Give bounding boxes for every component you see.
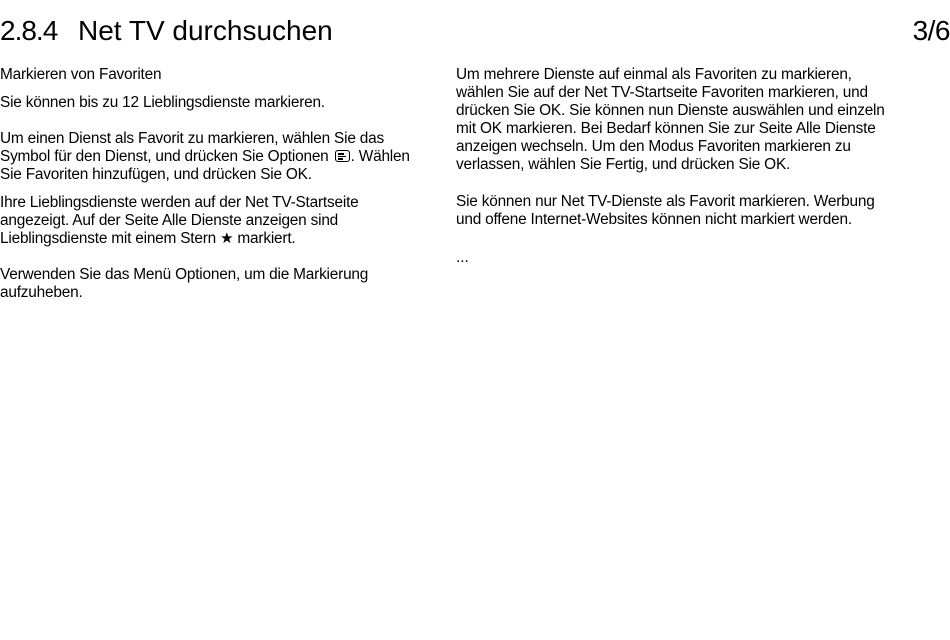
star-icon: ★ <box>220 230 234 247</box>
paragraph-unmark: Verwenden Sie das Menü Optionen, um die Markierung aufzuheben. <box>0 266 369 301</box>
continuation-ellipsis: ... <box>456 249 469 266</box>
paragraph-mark-favorite-text-2: . Wählen Sie Favoriten hinzufügen, und drücken Sie OK. <box>0 148 410 183</box>
paragraph-restriction: Sie können nur Net TV-Dienste als Favorit markieren. Werbung und offene Internet-Websites können nicht markiert werden. <box>456 193 875 228</box>
paragraph-mark-favorite <box>0 130 420 184</box>
paragraph-favorites-display <box>0 194 420 248</box>
paragraph-max-favorites: Sie können bis zu 12 Lieblingsdienste markieren. <box>0 94 325 111</box>
options-icon <box>335 150 350 162</box>
paragraph-favorites-display-text-2: markiert. <box>233 230 296 247</box>
left-column <box>0 66 420 302</box>
page-header <box>0 0 950 52</box>
subheading: Markieren von Favoriten <box>0 66 162 83</box>
paragraph-favorites-display-text-1: Ihre Lieblingsdienste werden auf der Net TV-Startseite angezeigt. Auf der Seite Alle Dienste anzeigen sind Lieblingsdienste mit einem Stern <box>0 194 359 247</box>
section-number: 2.8.4 <box>0 15 58 46</box>
page-indicator: 3/6 <box>912 15 950 46</box>
right-column <box>456 66 886 267</box>
paragraph-mark-multiple: Um mehrere Dienste auf einmal als Favoriten zu markieren, wählen Sie auf der Net TV-Startseite Favoriten markieren, und drücken Sie OK. Sie können nun Dienste auswählen und einzeln mit OK markieren. Bei Bedarf können Sie zur Seite Alle Dienste anzeigen wechseln. Um den Modus Favoriten markieren zu verlassen, wählen Sie Fertig, und drücken Sie OK. <box>456 66 885 173</box>
section-title: Net TV durchsuchen <box>78 15 333 46</box>
paragraph-mark-favorite-text-1: Um einen Dienst als Favorit zu markieren, wählen Sie das Symbol für den Dienst, und drücken Sie Optionen <box>0 130 384 165</box>
